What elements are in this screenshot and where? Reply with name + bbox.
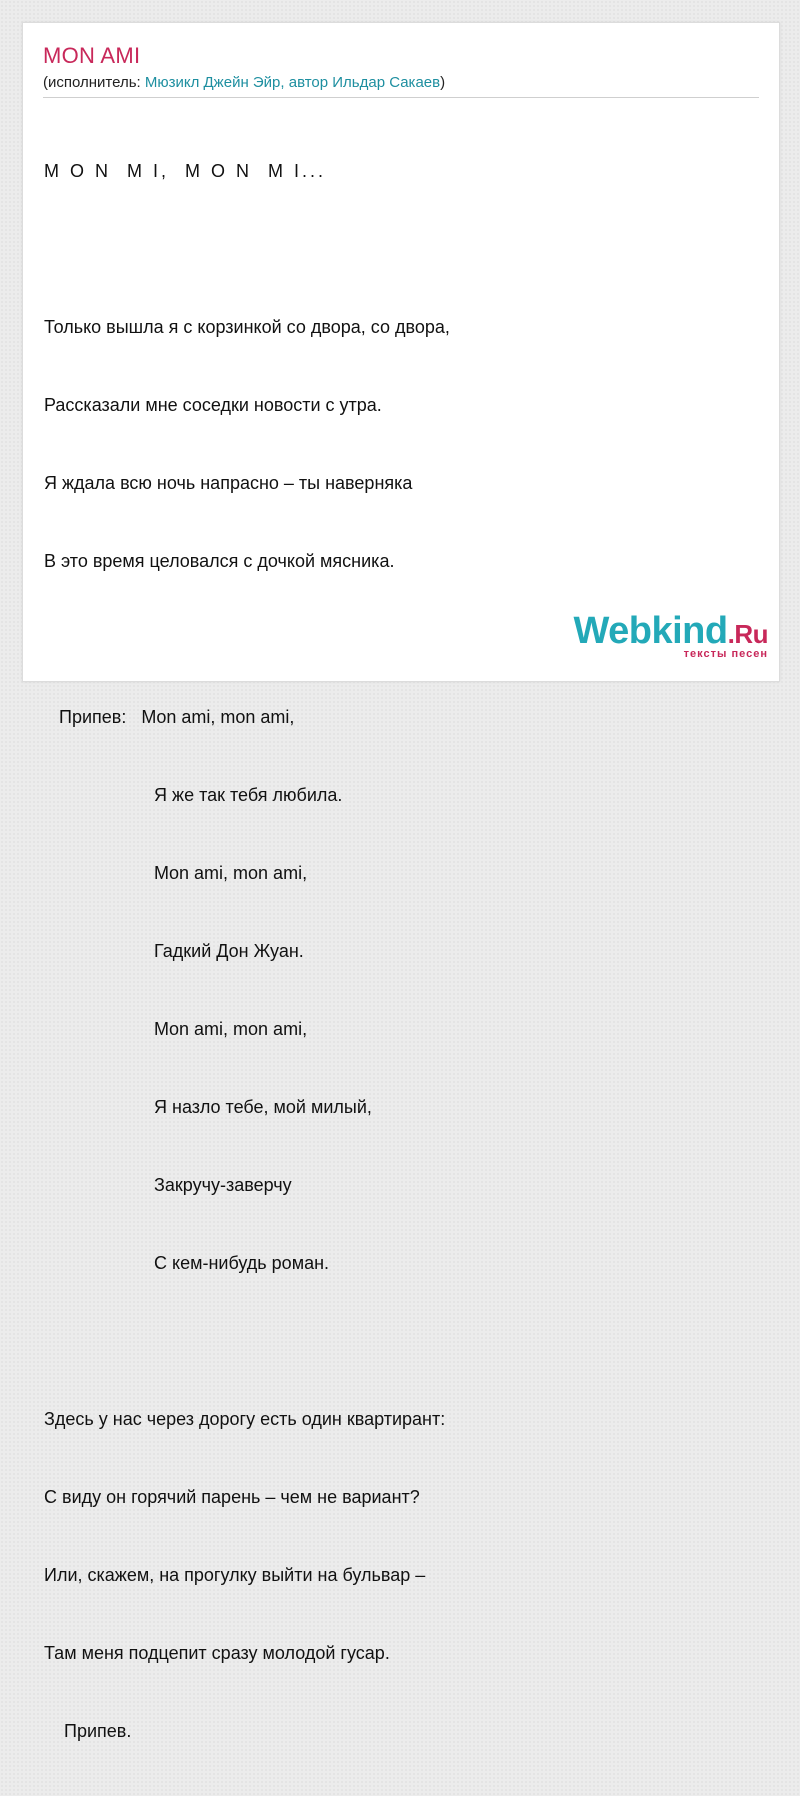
lyrics-line: Я назло тебе, мой милый, [44, 1097, 372, 1117]
lyrics-line: Я ждала всю ночь напрасно – ты наверняка [44, 473, 413, 493]
lyrics-line: Я же так тебя любила. [44, 785, 343, 805]
lyrics-line: Припев: Mon ami, mon ami, [44, 707, 295, 727]
divider [43, 97, 759, 98]
lyrics-line: Там меня подцепит сразу молодой гусар. [44, 1643, 390, 1663]
song-title: MON AMI [43, 43, 141, 68]
lyrics-line: Здесь у нас через дорогу есть один квартирант: [44, 1409, 446, 1429]
lyrics-line: В это время целовался с дочкой мясника. [44, 551, 395, 571]
lyrics-line: Закручу-заверчу [44, 1175, 292, 1195]
artist-link[interactable]: Мюзикл Джейн Эйр, автор Ильдар Сакаев [144, 74, 441, 91]
logo-tagline: тексты песен [683, 648, 768, 660]
lyrics-line: Гадкий Дон Жуан. [44, 941, 304, 961]
lyrics-blank [44, 1328, 450, 1354]
lyrics-line: Только вышла я с корзинкой со двора, со двора, [44, 317, 450, 337]
lyrics-line: С кем-нибудь роман. [44, 1253, 330, 1273]
lyrics-line: С виду он горячий парень – чем не вариант? [44, 1487, 420, 1507]
meta-suffix: ) [440, 74, 446, 91]
logo-wordmark [573, 610, 768, 653]
logo-name: Webkind [573, 610, 728, 652]
lyrics-line: Рассказали мне соседки новости с утра. [44, 395, 382, 415]
lyrics-line: Mon ami, mon ami, [44, 1019, 308, 1039]
lyrics-line: M O N M I, M O N M I... [44, 161, 326, 181]
lyrics-blank [44, 236, 450, 262]
lyrics-line: Или, скажем, на прогулку выйти на бульвар – [44, 1565, 426, 1585]
lyrics-line: Mon ami, mon ami, [44, 863, 308, 883]
lyrics-line: Припев. [44, 1721, 132, 1741]
logo-tld: .Ru [727, 619, 768, 649]
lyrics-blank [44, 626, 450, 652]
lyrics-body [44, 106, 450, 1796]
lyrics-card [22, 22, 780, 1741]
song-meta [43, 74, 445, 91]
meta-prefix: (исполнитель: [43, 74, 145, 91]
